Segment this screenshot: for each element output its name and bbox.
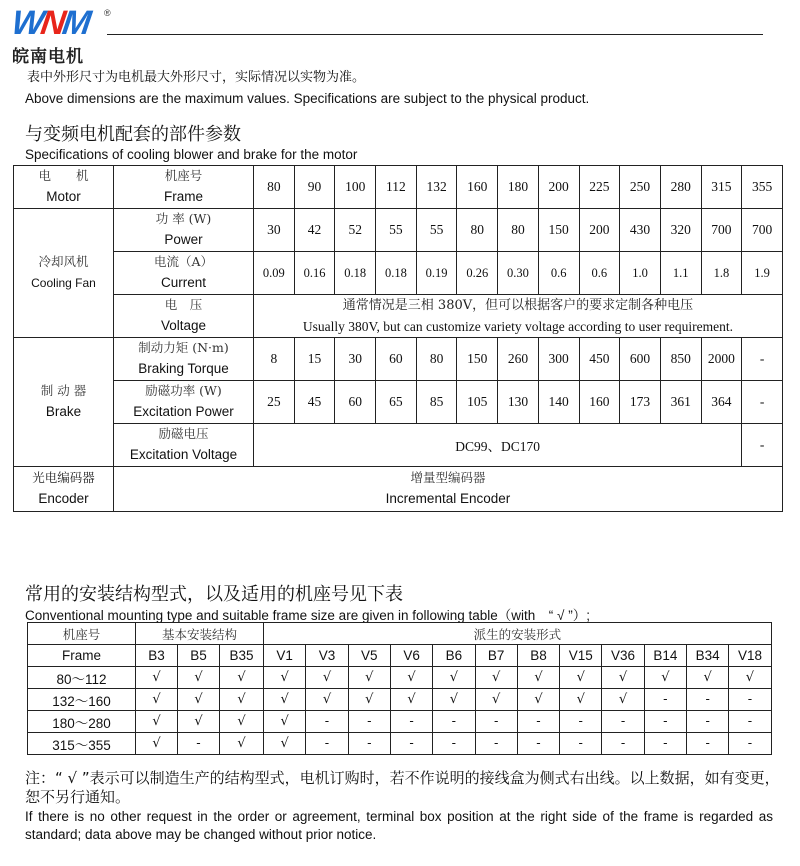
component-spec-table	[13, 165, 783, 512]
column-header: B14	[644, 645, 686, 667]
excitation-power-cell: 160	[579, 381, 620, 424]
check-mark-cell: √	[136, 733, 178, 755]
frame-cell: 225	[579, 166, 620, 209]
fan-power-row	[14, 209, 783, 252]
column-header: V1	[264, 645, 306, 667]
section1-title-en: Specifications of cooling blower and brake for the motor	[25, 147, 358, 162]
derived-mounting-header: 派生的安装形式	[264, 623, 772, 645]
frame-range-cell: 132～160	[28, 689, 136, 711]
fan-current-cell: 0.26	[457, 252, 498, 295]
excitation-power-cell: 173	[620, 381, 661, 424]
excitation-power-cell: 364	[701, 381, 742, 424]
brake-torque-label: 制动力矩 (N·m) Braking Torque	[114, 338, 254, 381]
section2-title-en: Conventional mounting type and suitable frame size are given in following table（with “ √ ”）;	[25, 608, 590, 623]
fan-power-cell: 30	[254, 209, 295, 252]
check-mark-cell: √	[178, 711, 220, 733]
logo-letter-w: W	[9, 4, 44, 42]
brake-torque-cell: 30	[335, 338, 376, 381]
check-mark-cell: √	[560, 689, 602, 711]
not-available-cell: -	[687, 733, 729, 755]
check-mark-cell: √	[264, 689, 306, 711]
check-mark-cell: √	[136, 689, 178, 711]
excitation-power-cell: 140	[538, 381, 579, 424]
fan-current-cell: 1.0	[620, 252, 661, 295]
excitation-voltage-cell: -	[742, 424, 783, 467]
brake-torque-cell: 600	[620, 338, 661, 381]
not-available-cell: -	[687, 711, 729, 733]
check-mark-cell: √	[602, 667, 644, 689]
check-mark-cell: √	[602, 689, 644, 711]
mounting-type-table	[27, 622, 772, 755]
fan-power-cell: 42	[294, 209, 335, 252]
table-row	[28, 711, 772, 733]
column-header: V18	[729, 645, 771, 667]
fan-voltage-value: 通常情况是三相 380V，但可以根据客户的要求定制各种电压 Usually 380V, but can customize variety voltage according to user requirement.	[254, 295, 783, 338]
not-available-cell: -	[390, 711, 432, 733]
excitation-power-cell: 25	[254, 381, 295, 424]
check-mark-cell: √	[264, 733, 306, 755]
not-available-cell: -	[517, 733, 559, 755]
not-available-cell: -	[560, 733, 602, 755]
column-header: B5	[178, 645, 220, 667]
check-mark-cell: √	[264, 711, 306, 733]
fan-power-cell: 700	[742, 209, 783, 252]
brake-header: 制 动 器 Brake	[14, 338, 114, 467]
check-mark-cell: √	[517, 689, 559, 711]
not-available-cell: -	[644, 711, 686, 733]
brake-torque-cell: 850	[660, 338, 701, 381]
fan-power-cell: 430	[620, 209, 661, 252]
company-logo	[9, 4, 111, 67]
fan-current-row	[14, 252, 783, 295]
check-mark-cell: √	[220, 689, 264, 711]
frame-header-cn: 机座号	[28, 623, 136, 645]
brake-torque-cell: -	[742, 338, 783, 381]
brake-torque-cell: 2000	[701, 338, 742, 381]
not-available-cell: -	[602, 711, 644, 733]
frame-cell: 160	[457, 166, 498, 209]
not-available-cell: -	[475, 711, 517, 733]
frame-header-en: Frame	[28, 645, 136, 667]
fan-current-cell: 1.9	[742, 252, 783, 295]
frame-cell: 180	[498, 166, 539, 209]
brake-torque-cell: 450	[579, 338, 620, 381]
section1-title-cn: 与变频电机配套的部件参数	[25, 124, 241, 145]
frame-cell: 280	[660, 166, 701, 209]
encoder-row	[14, 467, 783, 512]
check-mark-cell: √	[729, 667, 771, 689]
logo-wordmark	[10, 6, 91, 40]
column-header: V15	[560, 645, 602, 667]
footnote-en: If there is no other request in the order or agreement, terminal box position at the right side of the frame is regarded as standard; data above may be changed without prior notice.	[25, 809, 773, 842]
not-available-cell: -	[433, 711, 475, 733]
motor-header: 电 机 Motor	[14, 166, 114, 209]
brake-torque-cell: 150	[457, 338, 498, 381]
not-available-cell: -	[178, 733, 220, 755]
brake-torque-cell: 15	[294, 338, 335, 381]
fan-current-cell: 0.6	[579, 252, 620, 295]
column-header: B34	[687, 645, 729, 667]
check-mark-cell: √	[517, 667, 559, 689]
fan-power-cell: 150	[538, 209, 579, 252]
brake-torque-cell: 80	[416, 338, 457, 381]
basic-mounting-header: 基本安装结构	[136, 623, 264, 645]
not-available-cell: -	[644, 689, 686, 711]
check-mark-cell: √	[220, 667, 264, 689]
fan-current-label: 电流（A） Current	[114, 252, 254, 295]
frame-range-cell: 315～355	[28, 733, 136, 755]
not-available-cell: -	[729, 733, 771, 755]
not-available-cell: -	[348, 711, 390, 733]
excitation-voltage-value: DC99、DC170	[254, 424, 742, 467]
check-mark-cell: √	[348, 689, 390, 711]
fan-power-cell: 80	[498, 209, 539, 252]
frame-cell: 80	[254, 166, 295, 209]
excitation-voltage-row	[14, 424, 783, 467]
brake-torque-cell: 8	[254, 338, 295, 381]
fan-current-cell: 0.16	[294, 252, 335, 295]
not-available-cell: -	[390, 733, 432, 755]
not-available-cell: -	[348, 733, 390, 755]
footnote-cn: 注：“ √ ”表示可以制造生产的结构型式，电机订购时，若不作说明的接线盒为侧式右出线。以上数据，如有变更，恕不另行通知。	[25, 769, 780, 806]
excitation-power-cell: 361	[660, 381, 701, 424]
check-mark-cell: √	[306, 689, 348, 711]
excitation-power-cell: 60	[335, 381, 376, 424]
check-mark-cell: √	[264, 667, 306, 689]
not-available-cell: -	[475, 733, 517, 755]
fan-current-cell: 0.18	[376, 252, 417, 295]
check-mark-cell: √	[306, 667, 348, 689]
fan-current-cell: 0.6	[538, 252, 579, 295]
excitation-power-cell: -	[742, 381, 783, 424]
check-mark-cell: √	[433, 667, 475, 689]
mounting-rows	[28, 667, 772, 755]
fan-power-cell: 52	[335, 209, 376, 252]
excitation-power-cell: 45	[294, 381, 335, 424]
check-mark-cell: √	[220, 711, 264, 733]
fan-current-cell: 0.19	[416, 252, 457, 295]
excitation-power-cell: 85	[416, 381, 457, 424]
fan-power-cell: 320	[660, 209, 701, 252]
frame-cell: 100	[335, 166, 376, 209]
mounting-group-row	[28, 623, 772, 645]
column-header: B7	[475, 645, 517, 667]
excitation-power-label: 励磁功率 (W) Excitation Power	[114, 381, 254, 424]
fan-power-cell: 200	[579, 209, 620, 252]
logo-letter-m: M	[59, 4, 91, 42]
fan-power-cell: 80	[457, 209, 498, 252]
table-row	[28, 667, 772, 689]
brake-torque-row	[14, 338, 783, 381]
not-available-cell: -	[306, 711, 348, 733]
frame-cell: 90	[294, 166, 335, 209]
check-mark-cell: √	[220, 733, 264, 755]
brake-torque-cell: 60	[376, 338, 417, 381]
section2-title-cn: 常用的安装结构型式，以及适用的机座号见下表	[25, 584, 403, 605]
check-mark-cell: √	[433, 689, 475, 711]
table-row	[28, 733, 772, 755]
company-name-cn: 皖南电机	[12, 47, 84, 67]
frame-cell: 200	[538, 166, 579, 209]
header-divider	[107, 34, 763, 35]
fan-current-cell: 1.1	[660, 252, 701, 295]
logo-letter-n: N	[38, 4, 66, 42]
fan-power-cell: 55	[416, 209, 457, 252]
check-mark-cell: √	[560, 667, 602, 689]
check-mark-cell: √	[390, 689, 432, 711]
registered-mark: ®	[104, 8, 111, 18]
not-available-cell: -	[729, 711, 771, 733]
fan-power-label: 功 率 (W) Power	[114, 209, 254, 252]
not-available-cell: -	[433, 733, 475, 755]
check-mark-cell: √	[644, 667, 686, 689]
dimension-note-cn: 表中外形尺寸为电机最大外形尺寸，实际情况以实物为准。	[27, 70, 366, 85]
brake-torque-cell: 300	[538, 338, 579, 381]
fan-current-cell: 0.09	[254, 252, 295, 295]
fan-power-cell: 700	[701, 209, 742, 252]
not-available-cell: -	[644, 733, 686, 755]
column-header: V36	[602, 645, 644, 667]
excitation-power-cell: 65	[376, 381, 417, 424]
not-available-cell: -	[687, 689, 729, 711]
check-mark-cell: √	[178, 689, 220, 711]
check-mark-cell: √	[348, 667, 390, 689]
not-available-cell: -	[517, 711, 559, 733]
column-header: B35	[220, 645, 264, 667]
not-available-cell: -	[729, 689, 771, 711]
column-header: B3	[136, 645, 178, 667]
not-available-cell: -	[560, 711, 602, 733]
check-mark-cell: √	[687, 667, 729, 689]
column-header: V5	[348, 645, 390, 667]
frame-row	[14, 166, 783, 209]
frame-cell: 250	[620, 166, 661, 209]
column-header: B6	[433, 645, 475, 667]
column-header: V3	[306, 645, 348, 667]
frame-cell: 315	[701, 166, 742, 209]
fan-voltage-row	[14, 295, 783, 338]
cooling-fan-header: 冷却风机 Cooling Fan	[14, 209, 114, 338]
dimension-note-en: Above dimensions are the maximum values. Specifications are subject to the physical product.	[25, 91, 590, 106]
fan-current-cell: 1.8	[701, 252, 742, 295]
encoder-value: 增量型编码器 Incremental Encoder	[114, 467, 783, 512]
check-mark-cell: √	[475, 689, 517, 711]
excitation-power-cell: 130	[498, 381, 539, 424]
frame-range-cell: 180～280	[28, 711, 136, 733]
column-header: V6	[390, 645, 432, 667]
fan-power-cell: 55	[376, 209, 417, 252]
frame-range-cell: 80～112	[28, 667, 136, 689]
encoder-header: 光电编码器 Encoder	[14, 467, 114, 512]
check-mark-cell: √	[136, 711, 178, 733]
table-row	[28, 689, 772, 711]
column-header: B8	[517, 645, 559, 667]
fan-current-cell: 0.30	[498, 252, 539, 295]
fan-voltage-label: 电 压 Voltage	[114, 295, 254, 338]
frame-cell: 132	[416, 166, 457, 209]
check-mark-cell: √	[390, 667, 432, 689]
check-mark-cell: √	[475, 667, 517, 689]
fan-current-cell: 0.18	[335, 252, 376, 295]
check-mark-cell: √	[136, 667, 178, 689]
frame-cell: 355	[742, 166, 783, 209]
excitation-power-cell: 105	[457, 381, 498, 424]
not-available-cell: -	[602, 733, 644, 755]
excitation-power-row	[14, 381, 783, 424]
frame-cell: 112	[376, 166, 417, 209]
mounting-column-row	[28, 645, 772, 667]
frame-header: 机座号 Frame	[114, 166, 254, 209]
not-available-cell: -	[306, 733, 348, 755]
check-mark-cell: √	[178, 667, 220, 689]
excitation-voltage-label: 励磁电压 Excitation Voltage	[114, 424, 254, 467]
brake-torque-cell: 260	[498, 338, 539, 381]
